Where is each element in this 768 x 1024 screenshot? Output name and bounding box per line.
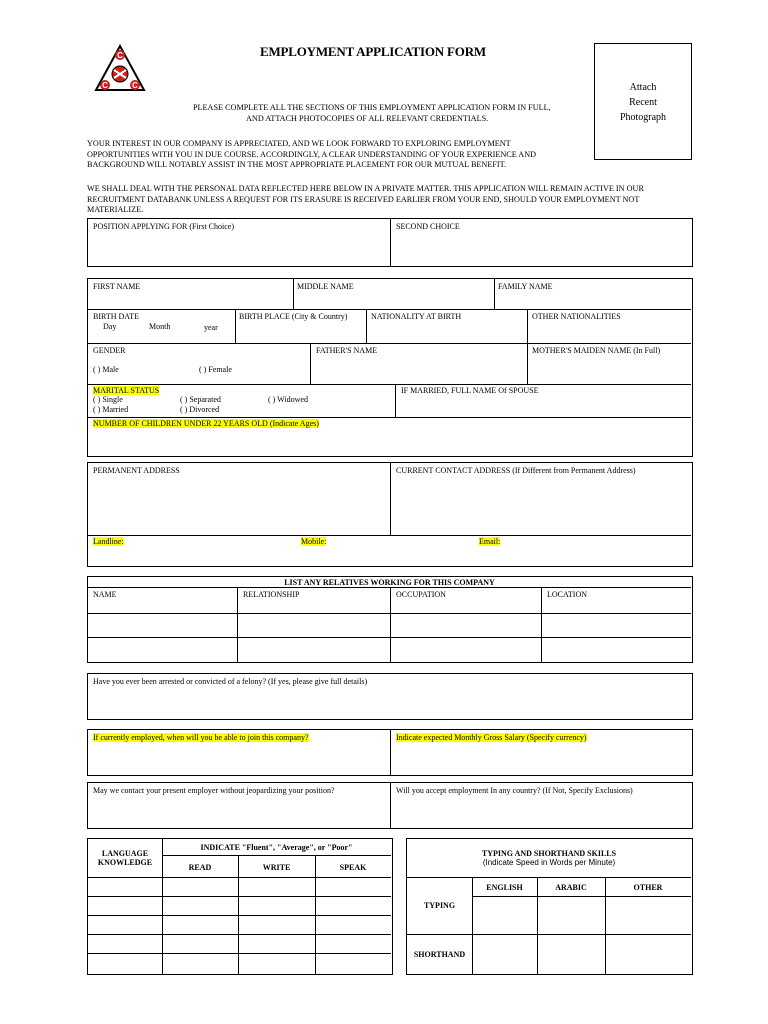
relatives-table (87, 576, 693, 663)
col-header-relationship: RELATIONSHIP (243, 590, 300, 599)
gender-male-option[interactable]: ( ) Male (93, 365, 119, 374)
col-header-occupation: OCCUPATION (396, 590, 446, 599)
mothers-name-label: MOTHER'S MAIDEN NAME (In Full) (532, 346, 661, 355)
second-choice-label: SECOND CHOICE (396, 222, 460, 231)
position-section (87, 218, 693, 267)
logo-letter: C (102, 81, 108, 90)
salary-label: Indicate expected Monthly Gross Salary (Specify currency) (396, 733, 587, 742)
company-logo (94, 44, 146, 92)
typing-table (406, 838, 693, 975)
photo-label: Attach (629, 82, 657, 93)
photo-label: Photograph (619, 112, 667, 123)
marital-married-option[interactable]: ( ) Married (93, 405, 129, 414)
join-salary-section (87, 729, 693, 776)
any-country-label: Will you accept employment In any country? (If Not, Specify Exclusions) (396, 786, 633, 795)
middle-name-label: MIDDLE NAME (297, 282, 354, 291)
felony-label: Have you ever been arrested or convicted of a felony? (If yes, please give full details) (93, 677, 368, 686)
mobile-label: Mobile: (301, 537, 327, 546)
typing-subtitle: (Indicate Speed in Words per Minute) (482, 858, 616, 867)
other-nationalities-label: OTHER NATIONALITIES (532, 312, 621, 321)
row-header-typing: TYPING (423, 901, 456, 910)
col-header-speak: SPEAK (339, 863, 367, 872)
family-name-label: FAMILY NAME (498, 282, 553, 291)
language-title: LANGUAGE KNOWLEDGE (97, 849, 153, 867)
marital-separated-option[interactable]: ( ) Separated (180, 395, 221, 404)
second-choice-input[interactable] (394, 235, 692, 265)
col-header-name: NAME (93, 590, 117, 599)
col-header-write: WRITE (262, 863, 291, 872)
row-header-shorthand: SHORTHAND (413, 950, 466, 959)
logo-letter: C (132, 81, 138, 90)
birth-date-label: BIRTH DATE (93, 312, 139, 321)
first-choice-label: POSITION APPLYING FOR (First Choice) (93, 222, 234, 231)
birth-place-label: BIRTH PLACE (City & Country) (239, 312, 348, 321)
marital-status-label: MARITAL STATUS (93, 386, 160, 395)
col-header-read: READ (188, 863, 212, 872)
landline-label: Landline: (93, 537, 124, 546)
language-indicate: INDICATE "Fluent", "Average", or "Poor" (200, 843, 353, 852)
email-label: Email: (479, 537, 501, 546)
privacy-paragraph: WE SHALL DEAL WITH THE PERSONAL DATA REFLECTED HERE BELOW IN A PRIVATE MATTER. THIS APPLICATION WILL REMAIN ACTIVE IN OUR RECRUITMENT DATABANK UNLESS A REQUEST FOR ITS ERASURE IS RECEIVED EARLIER FROM YOUR END, SHOULD YOUR EMPLOYMENT NOT MATERIALIZE. (87, 184, 644, 214)
col-header-arabic: ARABIC (555, 883, 587, 892)
language-table (87, 838, 393, 975)
col-header-english: ENGLISH (486, 883, 523, 892)
personal-section (87, 278, 693, 457)
typing-title: TYPING AND SHORTHAND SKILLS (481, 849, 617, 858)
current-address-label: CURRENT CONTACT ADDRESS (If Different from Permanent Address) (396, 466, 636, 475)
logo-letter: C (117, 51, 123, 60)
intro-line: AND ATTACH PHOTOCOPIES OF ALL RELEVANT CREDENTIALS. (246, 114, 489, 123)
children-label: NUMBER OF CHILDREN UNDER 22 YEARS OLD (Indicate Ages) (93, 419, 319, 428)
photo-label: Recent (629, 97, 657, 108)
first-choice-input[interactable] (92, 235, 390, 265)
year-label: year (204, 323, 218, 332)
gender-female-option[interactable]: ( ) Female (199, 365, 232, 374)
col-header-location: LOCATION (547, 590, 587, 599)
form-title: EMPLOYMENT APPLICATION FORM (260, 44, 486, 59)
gender-label: GENDER (93, 346, 126, 355)
col-header-other: OTHER (633, 883, 663, 892)
intro-line: PLEASE COMPLETE ALL THE SECTIONS OF THIS EMPLOYMENT APPLICATION FORM IN FULL, (193, 103, 551, 112)
contact-country-section (87, 782, 693, 829)
nationality-label: NATIONALITY AT BIRTH (371, 312, 462, 321)
relatives-title: LIST ANY RELATIVES WORKING FOR THIS COMPANY (284, 578, 495, 587)
permanent-address-label: PERMANENT ADDRESS (93, 466, 180, 475)
first-name-label: FIRST NAME (93, 282, 141, 291)
marital-divorced-option[interactable]: ( ) Divorced (180, 405, 220, 414)
month-label: Month (149, 322, 171, 331)
felony-question[interactable] (87, 673, 693, 720)
photo-box[interactable] (594, 43, 692, 160)
marital-widowed-option[interactable]: ( ) Widowed (268, 395, 308, 404)
day-label: Day (103, 322, 117, 331)
spouse-label: IF MARRIED, FULL NAME Of SPOUSE (401, 386, 539, 395)
marital-single-option[interactable]: ( ) Single (93, 395, 123, 404)
address-section (87, 462, 693, 567)
intro-paragraph: YOUR INTEREST IN OUR COMPANY IS APPRECIATED, AND WE LOOK FORWARD TO EXPLORING EMPLOYMENT OPPORTUNITIES WITH YOU IN DUE COURSE. ACCORDINGLY, A CLEAR UNDERSTANDING OF YOUR EXPERIENCE AND BACKGROUND WILL NOTABLY ASSIST IN THE MOST APPROPRIATE PLACEMENT FOR OUR MUTUAL BENEFIT. (87, 139, 537, 169)
fathers-name-label: FATHER'S NAME (316, 346, 378, 355)
contact-employer-label: May we contact your present employer without jeopardizing your position? (93, 786, 335, 795)
join-date-label: If currently employed, when will you be able to join this company? (93, 733, 309, 742)
